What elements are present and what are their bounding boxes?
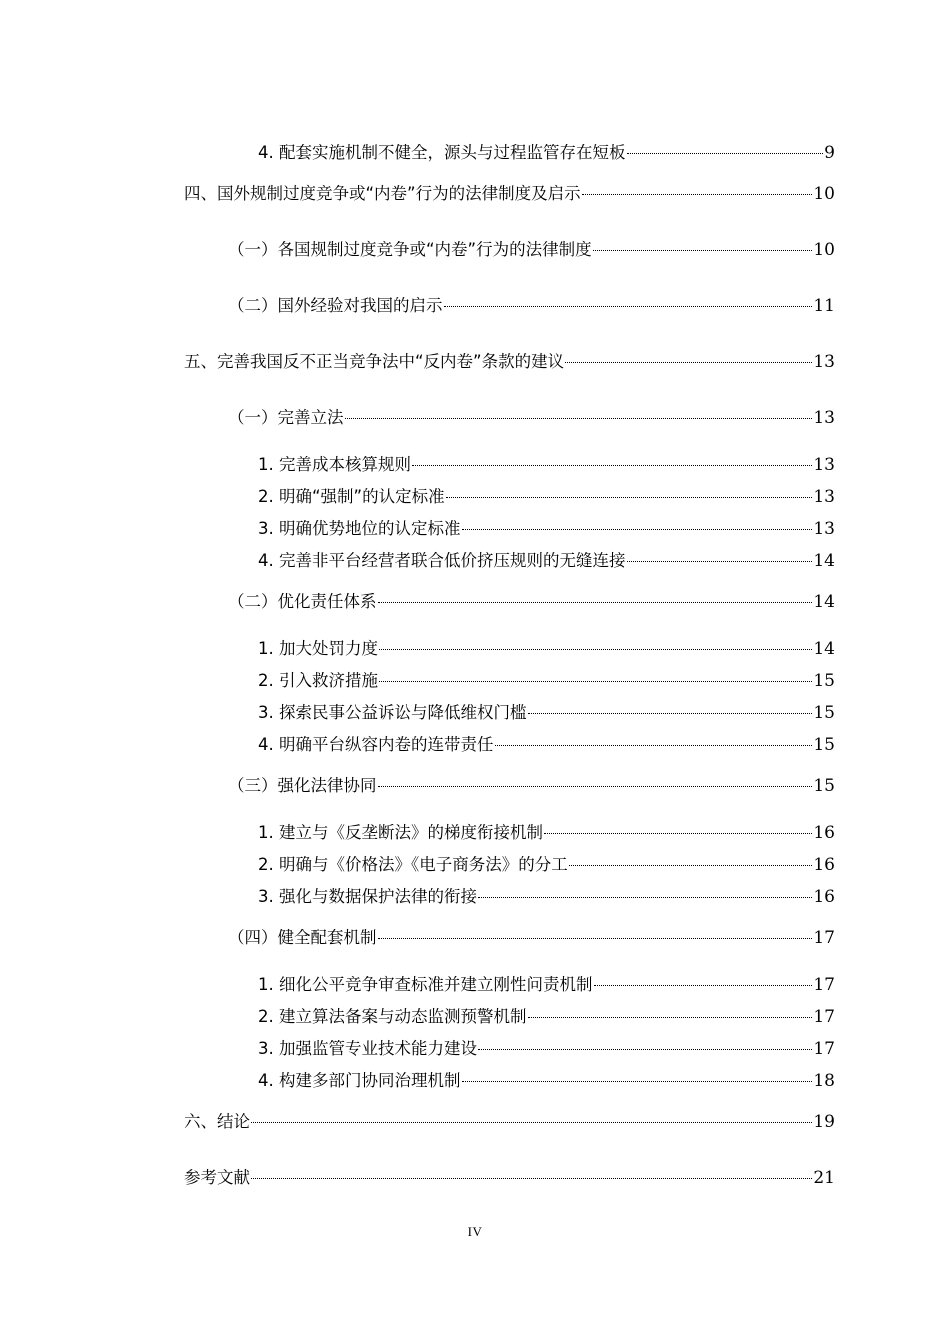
toc-entry-page: 14 xyxy=(813,592,835,612)
toc-entry-page: 16 xyxy=(813,823,835,843)
toc-entry[interactable] xyxy=(258,550,835,572)
toc-entry-title: 2. 明确“强制”的认定标准 xyxy=(258,487,445,506)
toc-entry[interactable] xyxy=(258,486,835,508)
page-number-footer: IV xyxy=(467,1224,483,1239)
toc-entry[interactable] xyxy=(258,974,835,996)
toc-entry-page: 15 xyxy=(813,776,835,796)
toc-entry-title: 2. 引入救济措施 xyxy=(258,671,378,690)
dot-leader xyxy=(379,649,812,650)
toc-entry[interactable] xyxy=(228,591,835,613)
dot-leader xyxy=(528,1017,813,1018)
toc-entry-title: 3. 明确优势地位的认定标准 xyxy=(258,519,461,538)
toc-entry-title: （二）国外经验对我国的启示 xyxy=(228,296,443,315)
toc-entry-title: 3. 探索民事公益诉讼与降低维权门槛 xyxy=(258,703,527,722)
toc-entry-page: 10 xyxy=(813,240,835,260)
toc-entry[interactable] xyxy=(258,1038,835,1060)
toc-entry[interactable] xyxy=(184,1111,835,1133)
dot-leader xyxy=(528,713,813,714)
toc-entry-title: （一）各国规制过度竞争或“内卷”行为的法律制度 xyxy=(228,240,592,259)
toc-entry[interactable] xyxy=(258,854,835,876)
dot-leader xyxy=(478,897,812,898)
toc-entry-title: （二）优化责任体系 xyxy=(228,592,377,611)
toc-entry[interactable] xyxy=(258,670,835,692)
toc-entry-page: 10 xyxy=(813,184,835,204)
toc-entry-title: 3. 强化与数据保护法律的衔接 xyxy=(258,887,477,906)
dot-leader xyxy=(412,465,812,466)
toc-entry-title: 4. 明确平台纵容内卷的连带责任 xyxy=(258,735,494,754)
toc-entry-title: 五、完善我国反不正当竞争法中“反内卷”条款的建议 xyxy=(184,352,565,371)
toc-entry-title: 四、国外规制过度竞争或“内卷”行为的法律制度及启示 xyxy=(184,184,581,203)
toc-entry-title: 4. 完善非平台经营者联合低价挤压规则的无缝连接 xyxy=(258,551,626,570)
toc-entry-title: 1. 完善成本核算规则 xyxy=(258,455,411,474)
toc-entry[interactable] xyxy=(228,775,835,797)
toc-entry-page: 16 xyxy=(813,855,835,875)
dot-leader xyxy=(495,745,813,746)
toc-entry[interactable] xyxy=(258,702,835,724)
dot-leader xyxy=(478,1049,812,1050)
dot-leader xyxy=(378,602,813,603)
toc-entry[interactable] xyxy=(228,927,835,949)
toc-entry-page: 14 xyxy=(813,639,835,659)
toc-entry-page: 17 xyxy=(813,1039,835,1059)
toc-entry-title: 参考文献 xyxy=(184,1168,250,1187)
toc-entry-page: 16 xyxy=(813,887,835,907)
toc-entry-page: 17 xyxy=(813,1007,835,1027)
toc-entry-page: 15 xyxy=(813,671,835,691)
dot-leader xyxy=(378,938,813,939)
dot-leader xyxy=(569,865,813,866)
toc-entry-title: 4. 构建多部门协同治理机制 xyxy=(258,1071,461,1090)
toc-entry[interactable] xyxy=(258,822,835,844)
dot-leader xyxy=(345,418,813,419)
dot-leader xyxy=(251,1122,812,1123)
toc-entry-page: 13 xyxy=(813,408,835,428)
toc-entry-page: 13 xyxy=(813,487,835,507)
toc-entry-page: 13 xyxy=(813,519,835,539)
dot-leader xyxy=(627,153,824,154)
toc-entry[interactable] xyxy=(258,142,835,164)
dot-leader xyxy=(446,497,813,498)
toc-entry-page: 13 xyxy=(813,455,835,475)
dot-leader xyxy=(544,833,812,834)
toc-entry[interactable] xyxy=(258,1006,835,1028)
toc-entry[interactable] xyxy=(184,351,835,373)
toc-entry-page: 9 xyxy=(824,143,835,163)
toc-entry[interactable] xyxy=(258,734,835,756)
toc-entry[interactable] xyxy=(258,886,835,908)
toc-entry-page: 13 xyxy=(813,352,835,372)
toc-entry-page: 15 xyxy=(813,703,835,723)
toc-entry-title: 3. 加强监管专业技术能力建设 xyxy=(258,1039,477,1058)
dot-leader xyxy=(251,1178,812,1179)
toc-entry-title: （四）健全配套机制 xyxy=(228,928,377,947)
toc-entry-title: （三）强化法律协同 xyxy=(228,776,377,795)
dot-leader xyxy=(565,362,812,363)
dot-leader xyxy=(462,529,813,530)
toc-entry[interactable] xyxy=(258,518,835,540)
dot-leader xyxy=(594,985,813,986)
toc-entry-title: 1. 建立与《反垄断法》的梯度衔接机制 xyxy=(258,823,543,842)
toc-entry-title: 1. 加大处罚力度 xyxy=(258,639,378,658)
dot-leader xyxy=(462,1081,813,1082)
toc-entry-page: 14 xyxy=(813,551,835,571)
toc-entry-title: 2. 建立算法备案与动态监测预警机制 xyxy=(258,1007,527,1026)
toc-entry-title: 1. 细化公平竞争审查标准并建立刚性问责机制 xyxy=(258,975,593,994)
toc-entry-page: 21 xyxy=(813,1168,835,1188)
toc-entry[interactable] xyxy=(228,407,835,429)
toc-entry-page: 17 xyxy=(813,975,835,995)
toc-entry[interactable] xyxy=(258,454,835,476)
toc-entry[interactable] xyxy=(184,1167,835,1189)
dot-leader xyxy=(627,561,813,562)
dot-leader xyxy=(593,250,813,251)
toc-entry-page: 19 xyxy=(813,1112,835,1132)
toc-entry-title: 2. 明确与《价格法》《电子商务法》的分工 xyxy=(258,855,568,874)
dot-leader xyxy=(444,306,813,307)
toc-entry-page: 18 xyxy=(813,1071,835,1091)
toc-entry-page: 15 xyxy=(813,735,835,755)
dot-leader xyxy=(379,681,812,682)
toc-entry-page: 11 xyxy=(813,296,835,316)
toc-entry[interactable] xyxy=(184,183,835,205)
dot-leader xyxy=(582,194,813,195)
toc-entry-title: （一）完善立法 xyxy=(228,408,344,427)
toc-entry-title: 六、结论 xyxy=(184,1112,250,1131)
toc-entry[interactable] xyxy=(258,1070,835,1092)
toc-entry-page: 17 xyxy=(813,928,835,948)
toc-entry[interactable] xyxy=(258,638,835,660)
toc-entry[interactable] xyxy=(228,239,835,261)
toc-entry-title: 4. 配套实施机制不健全，源头与过程监管存在短板 xyxy=(258,143,626,162)
dot-leader xyxy=(378,786,813,787)
toc-entry[interactable] xyxy=(228,295,835,317)
